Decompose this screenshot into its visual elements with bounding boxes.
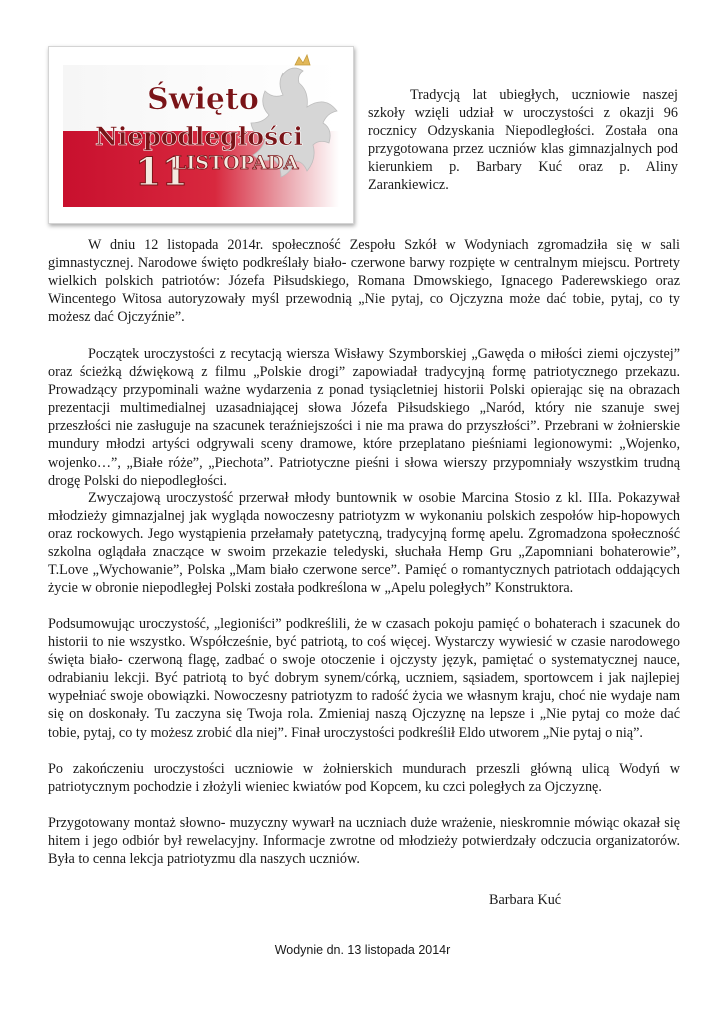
article-paragraph: Zwyczajową uroczystość przerwał młody buntownik w osobie Marcina Stosio z kl. IIIa. Pokazywał młodzieży gimnazjalnej jak wygląda nowoczesny patriotyzm w wykonaniu polskich zespołów hip-hopowych oraz rockowych. Jego wystąpienia przełamały patetyczną, tradycyjną formę apelu. Zgromadzona społeczność szkolna oglądała znaczące w swoim przekazie teledyski, słuchała Hemp Gru „Zapomniani bohaterowie”, T.Love „Wychowanie”, Polska „Mam biało czerwone serce”. Pamięć o romantycznych patriotach oddających życie w obronie niepodległej Polski została podkreślona w „Apelu poległych” Konstruktora. [48, 490, 680, 597]
paragraph-2 [48, 345, 680, 490]
poster-month-label: LISTOPADA [173, 152, 299, 174]
article-paragraph: Podsumowując uroczystość, „legioniści” podkreślili, że w czasach pokoju pamięć o bohaterach i szacunek do historii to nie wszystko. Współcześnie, być patriotą, to coś więcej. Wystarczy wywiesić w czasie narodowego święta biało- czerwoną flagę, zadbać o swoje otoczenie i ojczysty język, pamiętać o systematycznej nauce, odrabianiu lekcji. Być patriotą to być dobrym synem/córką, uczniem, sąsiadem, sportowcem i jak najlepiej wypełniać swoje obowiązki. Nowoczesny patriotyzm to radość życia we własnym kraju, choć nie wydaje nam się on doskonały. Tu zaczyna się Twoja rola. Zmieniaj naszą Ojczyznę na lepsze i „Nie pytaj co może dać tobie, pytaj, co ty możesz zrobić dla niej”. Finał uroczystości podkreślił Eldo utworem „Nie pytaj o nią”. [48, 616, 680, 741]
poster-title-line2: Niepodległości [95, 122, 303, 151]
article-paragraph: Przygotowany montaż słowno- muzyczny wywarł na uczniach duże wrażenie, nieskromnie mówiąc okazał się hitem i jego odbiór był rewelacyjny. Informacje zwrotne od młodzieży potwierdzały odczucia organizatorów. Była to cenna lekcja patriotyzmu dla naszych uczniów. [48, 815, 680, 868]
paragraph-5 [48, 760, 680, 796]
date-footer: Wodynie dn. 13 listopada 2014r [274, 943, 451, 957]
intro-paragraph: Tradycją lat ubiegłych, uczniowie naszej szkoły wzięli udział w uroczystości z okazji 96 rocznicy Odzyskania Niepodległości. Została ona przygotowana przez uczniów klas gimnazjalnych pod kierunkiem p. Barbary Kuć oraz p. Aliny Zarankiewicz. [368, 87, 678, 193]
poster-title-line1: Święto [147, 82, 259, 117]
article-paragraph: Po zakończeniu uroczystości uczniowie w żołnierskich mundurach przeszli główną ulicą Wodyń w patriotycznym pochodzie i złożyli wieniec kwiatów pod Kopcem, ku czci poległych za Ojczyznę. [48, 761, 680, 796]
poster-day-number: 11 [135, 149, 188, 194]
paragraph-4 [48, 615, 680, 742]
article-paragraph: Początek uroczystości z recytacją wiersza Wisławy Szymborskiej „Gawęda o miłości ziemi ojczystej” oraz ścieżką dźwiękową z filmu „Polskie drogi” zapowiadał tradycyjną formę patriotycznego przekazu. Prowadzący przypominali ważne wydarzenia z ponad tysiącletniej historii Polski opierając się na obrazach prezentacji multimedialnej uzasadniającej słowa Józefa Piłsudskiego „Naród, który nie szanuje swej przeszłości nie zasługuje na szacunek teraźniejszości i nie ma prawa do przyszłości”. Przebrani w żołnierskie mundury młodzi artyści odgrywali sceny dramowe, które przeplatano pieśniami legionowymi: „Wojenko, wojenko…”, „Białe róże”, „Piechota”. Patriotyczne pieśni i słowa wierszy przypomniały wszystkim trudną drogę Polski do niepodległości. [48, 346, 680, 489]
author-signature: Barbara Kuć [489, 892, 562, 908]
holiday-poster-image [48, 46, 354, 224]
paragraph-6 [48, 814, 680, 868]
paragraph-1 [48, 236, 680, 326]
paragraph-3 [48, 489, 680, 598]
article-paragraph: W dniu 12 listopada 2014r. społeczność Zespołu Szkół w Wodyniach zgromadziła się w sali gimnastycznej. Narodowe święto podkreślały biało- czerwone barwy rozpięte w centralnym miejscu. Portrety wielkich polskich patriotów: Józefa Piłsudskiego, Romana Dmowskiego, Ignacego Paderewskiego oraz Wincentego Witosa autoryzowały myśl przewodnią „Nie pytaj, co Ojczyzna może dać tobie, pytaj, co ty możesz dać Ojczyźnie”. [48, 237, 680, 326]
